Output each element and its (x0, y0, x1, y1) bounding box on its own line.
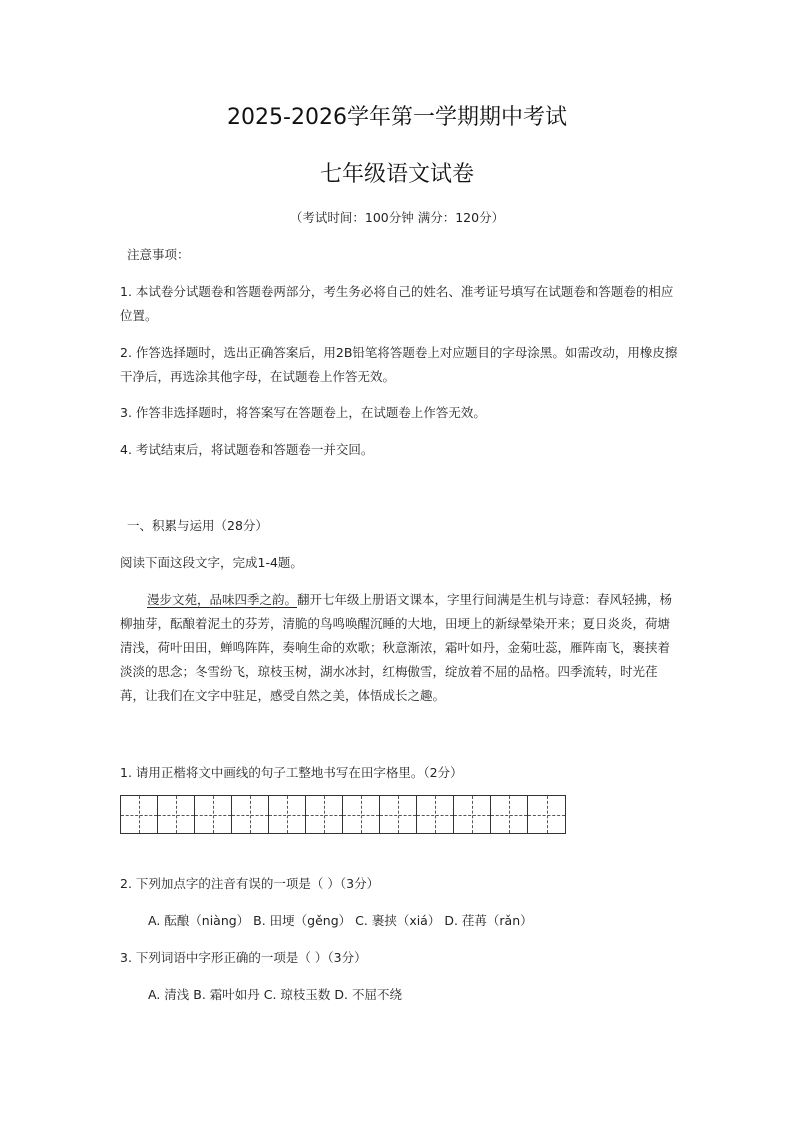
question-3: 3. 下列词语中字形正确的一项是（ ）（3分） (120, 950, 367, 965)
question-3-options: A. 清浅 B. 霜叶如丹 C. 琼枝玉数 D. 不屈不绕 (148, 987, 402, 1002)
tianzige-cell[interactable] (306, 796, 343, 833)
tianzige-cell[interactable] (417, 796, 454, 833)
reading-instruction: 阅读下面这段文字，完成1-4题。 (120, 555, 303, 570)
underlined-sentence: 漫步文苑，品味四季之韵。 (147, 592, 298, 607)
tianzige-cell[interactable] (343, 796, 380, 833)
tianzige-cell[interactable] (380, 796, 417, 833)
exam-title: 2025-2026学年第一学期期中考试 (227, 105, 567, 130)
tianzige-cell[interactable] (232, 796, 269, 833)
tianzige-cell[interactable] (269, 796, 306, 833)
question-2-options: A. 酝酿（niàng） B. 田埂（gěng） C. 裹挟（xiá） D. 荏苒（rǎn） (148, 913, 533, 928)
exam-info: （考试时间：100分钟 满分：120分） (289, 210, 505, 225)
tianzige-cell[interactable] (528, 796, 565, 833)
note-item-2: 2. 作答选择题时，选出正确答案后，用2B铅笔将答题卷上对应题目的字母涂黑。如需改动，用橡皮擦干净后，再选涂其他字母，在试题卷上作答无效。 (120, 345, 678, 384)
tianzige-cell[interactable] (158, 796, 195, 833)
passage-text: 翻开七年级上册语文课本，字里行间满是生机与诗意：春风轻拂，杨柳抽芽，酝酿着泥土的芬芳，清脆的鸟鸣唤醒沉睡的大地，田埂上的新绿晕染开来；夏日炎炎，荷塘清浅，荷叶田田，蝉鸣阵阵，奏响生命的欢歌；秋意渐浓，霜叶如丹，金菊吐蕊，雁阵南飞，裹挟着淡淡的思念；冬雪纷飞，琼枝玉树，湖水冰封，红梅傲雪，绽放着不屈的品格。四季流转，时光荏苒，让我们在文字中驻足，感受自然之美，体悟成长之趣。 (120, 592, 673, 703)
note-item-3: 3. 作答非选择题时，将答案写在答题卷上，在试题卷上作答无效。 (120, 405, 486, 420)
exam-subtitle: 七年级语文试卷 (319, 162, 474, 187)
notes-heading: 注意事项： (127, 247, 190, 262)
question-2: 2. 下列加点字的注音有误的一项是（ ）（3分） (120, 876, 380, 891)
tianzige-cell[interactable] (454, 796, 491, 833)
tianzige-cell[interactable] (491, 796, 528, 833)
section-heading: 一、积累与运用（28分） (127, 518, 268, 533)
question-1: 1. 请用正楷将文中画线的句子工整地书写在田字格里。（2分） (120, 765, 463, 780)
tianzige-cell[interactable] (195, 796, 232, 833)
reading-passage (120, 588, 680, 708)
note-item-4: 4. 考试结束后，将试题卷和答题卷一并交回。 (120, 442, 374, 457)
tianzige-cell[interactable] (121, 796, 158, 833)
note-item-1: 1. 本试卷分试题卷和答题卷两部分，考生务必将自己的姓名、准考证号填写在试题卷和答题卷的相应位置。 (120, 284, 674, 323)
tianzige-grid[interactable] (120, 795, 566, 834)
